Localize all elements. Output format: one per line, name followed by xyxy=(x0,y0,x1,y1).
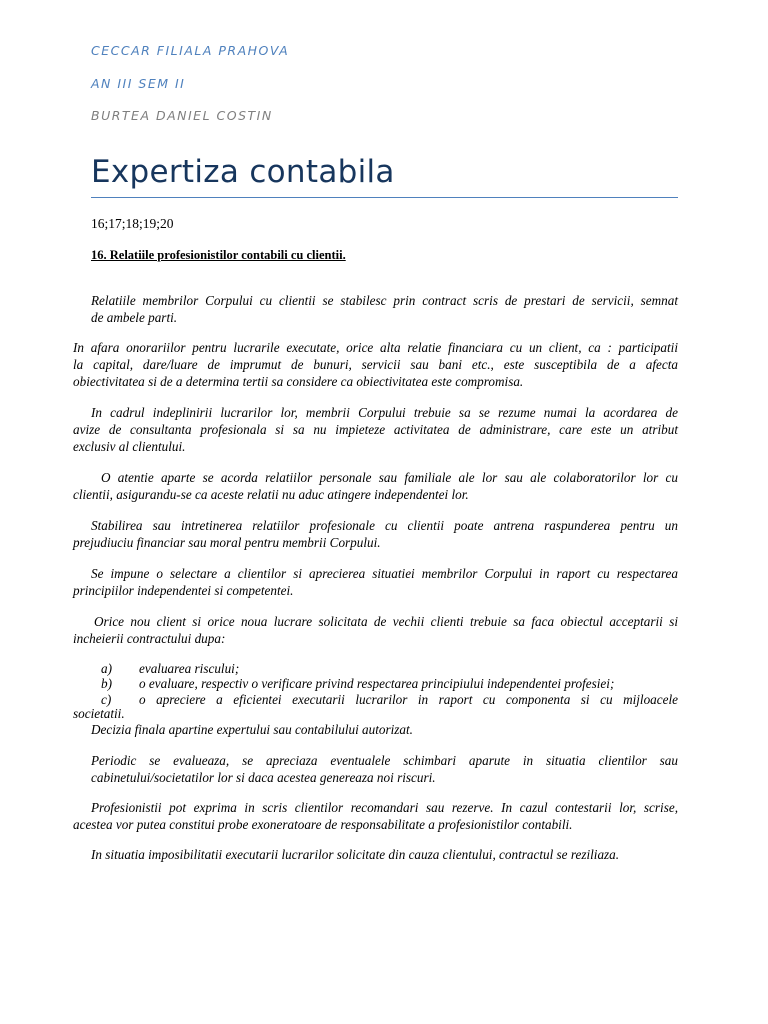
paragraph-line: cabinetului/societatilor lor si daca acestea genereaza noi riscuri. xyxy=(91,770,436,785)
section-heading: 16. Relatiile profesionistilor contabili cu clientii. xyxy=(91,248,346,262)
list-item xyxy=(73,691,678,722)
paragraph-line: la capital, dare/luare de imprumut de bunuri, servicii sau bani etc., este susceptibila de a afecta xyxy=(73,357,678,372)
paragraph-line: Stabilirea sau intretinerea relatiilor profesionale cu clientii poate antrena raspunderea pentru un xyxy=(91,518,678,533)
paragraph-line: In cadrul indeplinirii lucrarilor lor, membrii Corpului trebuie sa se rezume numai la acordarea de xyxy=(91,405,678,420)
list-marker: b) xyxy=(101,676,112,691)
paragraph-line: exclusiv al clientului. xyxy=(73,439,186,454)
paragraph-line: Periodic se evalueaza, se apreciaza eventualele schimbari aparute in situatia clientilor sau xyxy=(91,753,678,768)
paragraph-9 xyxy=(91,752,678,786)
header-author: BURTEA DANIEL COSTIN xyxy=(91,108,273,123)
paragraph-3 xyxy=(73,404,678,455)
paragraph-line: obiectivitatea si de a determina tertii sa considere ca obiectivitatea este compromisa. xyxy=(73,374,524,389)
paragraph-line: Decizia finala apartine expertului sau contabilului autorizat. xyxy=(91,722,413,737)
paragraph-line: Se impune o selectare a clientilor si aprecierea situatiei membrilor Corpului in raport cu respectarea xyxy=(91,566,678,581)
paragraph-line: O atentie aparte se acorda relatiilor personale sau familiale ale lor sau ale colaboratorilor lor cu xyxy=(101,470,678,485)
list-item-continuation: societatii. xyxy=(73,706,125,721)
list-item-text: o apreciere a eficientei executarii lucrarilor in raport cu componenta si cu mijloacele xyxy=(139,692,678,707)
header-course: AN III SEM II xyxy=(91,76,186,91)
list-item-text: o evaluare, respectiv o verificare privind respectarea principiului independentei profesiei; xyxy=(139,676,615,691)
paragraph-line: In situatia imposibilitatii executarii lucrarilor solicitate din cauza clientului, contractul se reziliaza. xyxy=(91,847,620,862)
paragraph-8 xyxy=(91,721,678,738)
document-title: Expertiza contabila xyxy=(91,154,395,190)
paragraph-line: Orice nou client si orice noua lucrare solicitata de vechii clienti trebuie sa faca obiectul acceptarii si xyxy=(94,614,678,629)
paragraph-4 xyxy=(73,469,678,503)
paragraph-line: de ambele parti. xyxy=(91,310,178,325)
paragraph-line: incheierii contractului dupa: xyxy=(73,631,226,646)
paragraph-line: In afara onorariilor pentru lucrarile executate, orice alta relatie financiara cu un client, ca : participatii xyxy=(73,340,678,355)
paragraph-5 xyxy=(73,517,678,551)
paragraph-line: prejudiuciu financiar sau moral pentru membrii Corpului. xyxy=(73,535,381,550)
list-marker: a) xyxy=(101,661,112,676)
paragraph-line: Relatiile membrilor Corpului cu clientii se stabilesc prin contract scris de prestari de servicii, semnat xyxy=(91,293,678,308)
paragraph-1 xyxy=(91,292,678,326)
title-divider xyxy=(91,197,678,198)
list-marker: c) xyxy=(101,692,112,707)
paragraph-line: avize de consultanta profesionala si sa nu impieteze activitatea de administrare, care este un atribut xyxy=(73,422,678,437)
paragraph-6 xyxy=(73,565,678,599)
paragraph-2 xyxy=(73,339,678,390)
list-item xyxy=(73,675,678,692)
paragraph-7 xyxy=(73,613,678,647)
header-organization: CECCAR FILIALA PRAHOVA xyxy=(91,43,290,58)
list-item-text: evaluarea riscului; xyxy=(139,661,240,676)
page-numbers: 16;17;18;19;20 xyxy=(91,216,174,231)
paragraph-line: clientii, asigurandu-se ca aceste relatii nu aduc atingere independentei lor. xyxy=(73,487,469,502)
paragraph-line: principiilor independentei si competentei. xyxy=(73,583,294,598)
paragraph-11 xyxy=(91,846,678,863)
paragraph-line: acestea vor putea constitui probe exoneratoare de responsabilitate a profesionistilor contabili. xyxy=(73,817,573,832)
paragraph-10 xyxy=(73,799,678,833)
paragraph-line: Profesionistii pot exprima in scris clientilor recomandari sau rezerve. In cazul contestarii lor, scrise, xyxy=(91,800,678,815)
